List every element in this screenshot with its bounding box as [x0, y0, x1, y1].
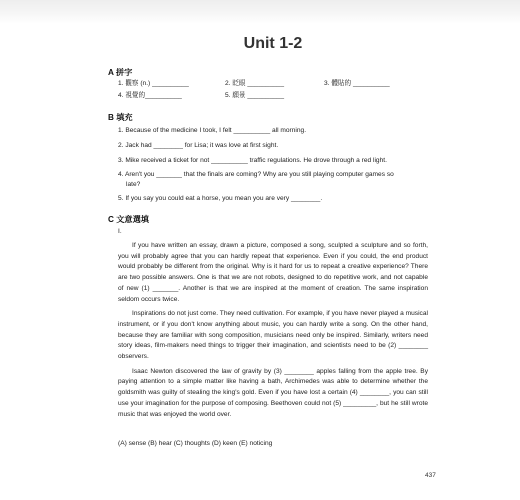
fill-in-item: 2. Jack had ________ for Lisa; it was love at first sight.	[118, 142, 279, 149]
section-b-heading: B 填充	[108, 113, 133, 122]
passage-paragraph: Inspirations do not just come. They need cultivation. For example, if you have never played a musical instrument, or if you don't know anything about music, you can hardly write a song. On the other hand, because they are familiar with song composition, musicians need only be inspired. Similarly, writers need story ideas, film-makers need things to trigger their imagination, and scientists need to be (2) ________ observers.	[118, 310, 428, 361]
answer-options: (A) sense (B) hear (C) thoughts (D) keen (E) noticing	[118, 440, 273, 447]
fill-in-item: 1. Because of the medicine I took, I felt __________ all morning.	[118, 127, 307, 134]
worksheet-page	[108, 0, 438, 500]
passage-paragraph: If you have written an essay, drawn a picture, composed a song, sculpted a sculpture and so forth, you will probably agree that you can hardly repeat that experience. Even if you could, the end product would probably be different from the original. Why is it hard for us to repeat a creative experience? There are two possible answers. One is that we are not robots, designed to do repetitive work, and not capable of new (1) _______. Another is that we are inspired at the moment of creation. The same inspiration seldom occurs twice.	[118, 242, 428, 303]
spelling-item: 1. 觀察 (n.) __________	[118, 80, 189, 87]
spelling-item: 3. 體貼的 __________	[324, 80, 390, 87]
fill-in-item: 4. Aren't you _______ that the finals are coming? Why are you still playing computer games so	[118, 171, 394, 178]
fill-in-item-continuation: late?	[126, 181, 141, 188]
cloze-passage	[118, 241, 428, 424]
passage-paragraph: Isaac Newton discovered the law of gravity by (3) ________ apples falling from the apple tree. By paying attention to a simple matter like having a bath, Archimedes was able to determine whether the goldsmith was guilty of stealing the king's gold. Even if you have lost a certain (4) ________, you can still use your imagination for the purpose of composing. Beethoven could not (5) _________, but he still wrote music that was enjoyed the world over.	[118, 367, 428, 418]
spelling-item: 5. 願景 __________	[225, 92, 285, 99]
spelling-item: 4. 視覺的__________	[118, 92, 182, 99]
fill-in-item: 3. Mike received a ticket for not __________ traffic regulations. He drove through a red light.	[118, 157, 387, 164]
page-number: 437	[425, 472, 436, 479]
section-a-heading: A 拼字	[108, 68, 133, 77]
page-title: Unit 1-2	[243, 35, 303, 52]
passage-number: I.	[118, 228, 122, 235]
section-c-heading: C 文意選填	[108, 215, 149, 224]
spelling-item: 2. 眨眼 __________	[225, 80, 285, 87]
fill-in-item: 5. If you say you could eat a horse, you mean you are very ________.	[118, 195, 323, 202]
